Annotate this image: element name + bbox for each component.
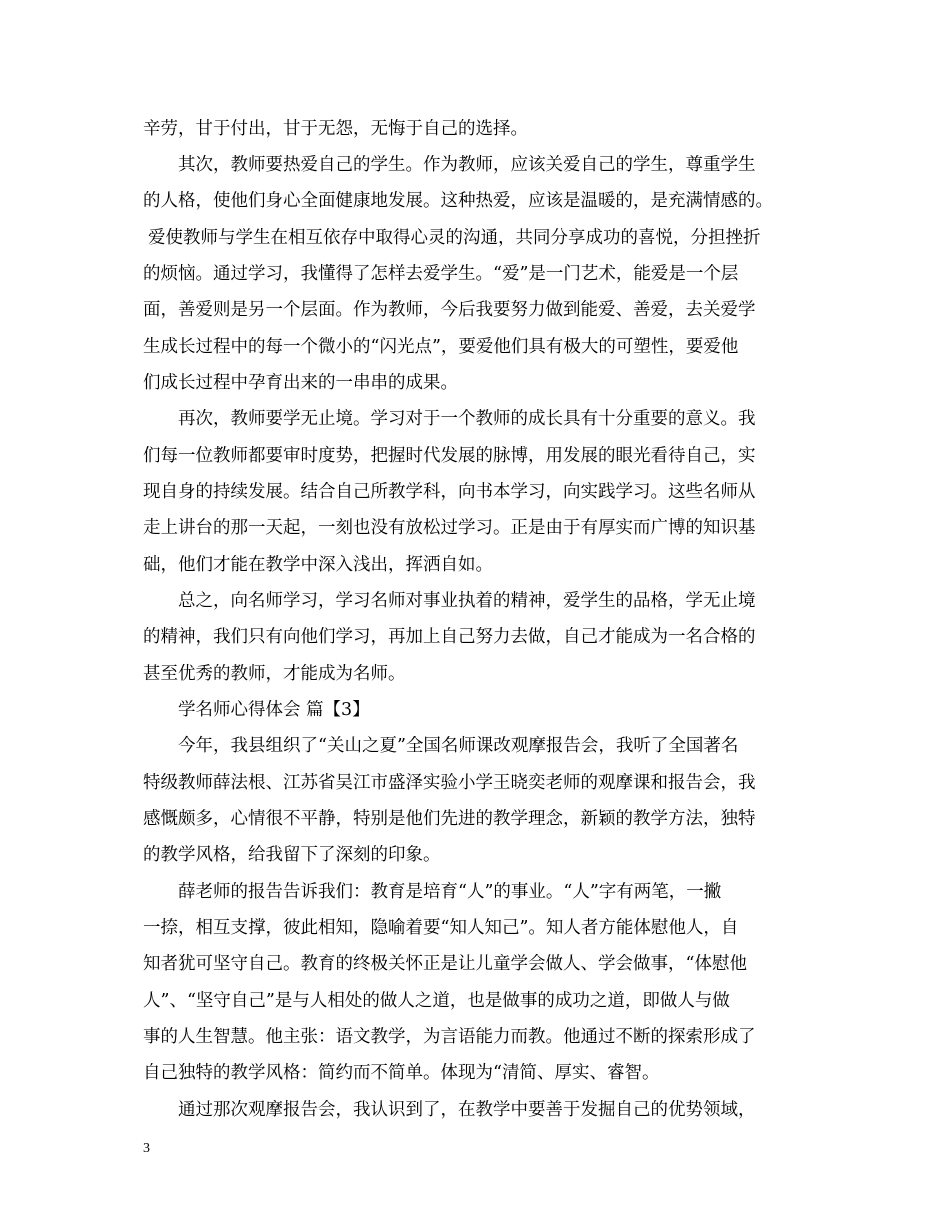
text-line: 感慨颇多，心情很不平静，特别是他们先进的教学理念，新颖的教学方法，独特 xyxy=(143,809,756,829)
text-line: 通过那次观摩报告会，我认识到了，在教学中要善于发掘自己的优势领域， xyxy=(178,1100,756,1120)
text-line: 再次，教师要学无止境。学习对于一个教师的成长具有十分重要的意义。我 xyxy=(178,409,756,429)
text-line: 面，善爱则是另一个层面。作为教师，今后我要努力做到能爱、善爱，去关爱学 xyxy=(143,300,756,320)
text-line: 的人格，使他们身心全面健康地发展。这种热爱，应该是温暖的，是充满情感的。 xyxy=(143,191,773,211)
text-line: 现自身的持续发展。结合自己所教学科，向书本学习，向实践学习。这些名师从 xyxy=(143,482,756,502)
text-line: 其次，教师要热爱自己的学生。作为教师，应该关爱自己的学生，尊重学生 xyxy=(178,155,756,175)
text-line: 的精神，我们只有向他们学习，再加上自己努力去做，自己才能成为一名合格的 xyxy=(143,627,756,647)
text-line: 辛劳，甘于付出，甘于无怨，无悔于自己的选择。 xyxy=(143,119,528,139)
text-line: 走上讲台的那一天起，一刻也没有放松过学习。正是由于有厚实而广博的知识基 xyxy=(143,518,756,538)
text-line: 事的人生智慧。他主张：语文教学，为言语能力而教。他通过不断的探索形成了 xyxy=(143,1027,756,1047)
text-line: 薛老师的报告告诉我们：教育是培育“人”的事业。“人”字有两笔，一撇 xyxy=(178,882,722,902)
text-line: 知者犹可坚守自己。教育的终极关怀正是让儿童学会做人、学会做事，“体慰他 xyxy=(143,954,747,974)
text-line: 自己独特的教学风格：简约而不简单。体现为“清简、厚实、睿智。 xyxy=(143,1063,660,1083)
page-number: 3 xyxy=(143,1141,150,1156)
text-line: 今年，我县组织了“关山之夏”全国名师课改观摩报告会，我听了全国著名 xyxy=(178,736,739,756)
text-line: 的教学风格，给我留下了深刻的印象。 xyxy=(143,845,441,865)
text-line: 的烦恼。通过学习，我懂得了怎样去爱学生。“爱”是一门艺术，能爱是一个层 xyxy=(143,264,739,284)
text-line: 生成长过程中的每一个微小的“闪光点”，要爱他们具有极大的可塑性，要爱他 xyxy=(143,337,739,357)
text-line: 爱使教师与学生在相互依存中取得心灵的沟通，共同分享成功的喜悦，分担挫折 xyxy=(148,228,761,248)
text-line: 总之，向名师学习，学习名师对事业执着的精神，爱学生的品格，学无止境 xyxy=(178,591,756,611)
text-line: 人”、“坚守自己”是与人相处的做人之道，也是做事的成功之道，即做人与做 xyxy=(143,991,730,1011)
text-line: 甚至优秀的教师，才能成为名师。 xyxy=(143,664,406,684)
text-line: 础，他们才能在教学中深入浅出，挥洒自如。 xyxy=(143,555,493,575)
text-line: 们成长过程中孕育出来的一串串的成果。 xyxy=(143,373,458,393)
section-heading: 学名师心得体会 篇【3】 xyxy=(178,700,370,720)
text-line: 一捺，相互支撑，彼此相知，隐喻着要“知人知己”。知人者方能体慰他人，自 xyxy=(143,918,739,938)
text-line: 特级教师薛法根、江苏省吴江市盛泽实验小学王晓奕老师的观摩课和报告会，我 xyxy=(143,773,756,793)
text-line: 们每一位教师都要审时度势，把握时代发展的脉博，用发展的眼光看待自己，实 xyxy=(143,446,756,466)
